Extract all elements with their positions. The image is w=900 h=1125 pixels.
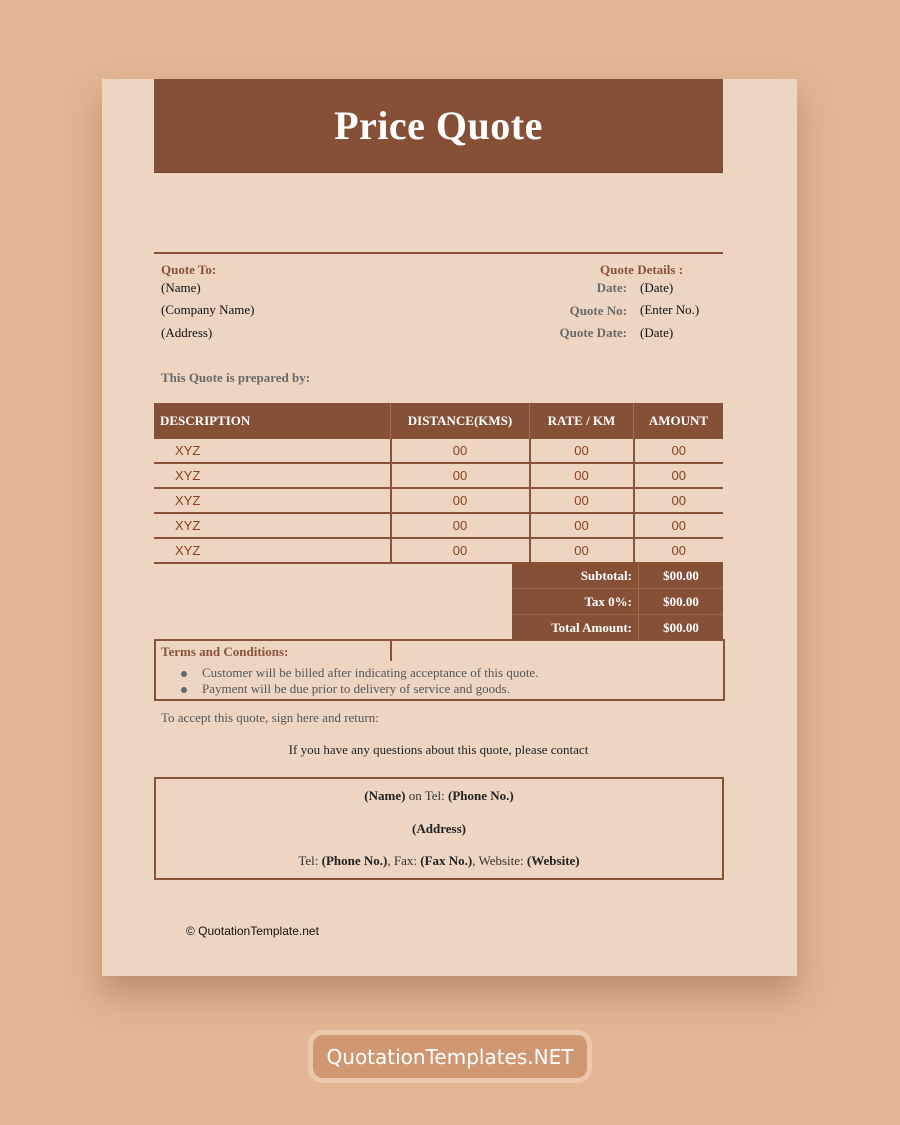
cell-rate: 00 bbox=[530, 513, 634, 538]
accept-instructions: To accept this quote, sign here and return: bbox=[161, 710, 379, 725]
cell-description: XYZ bbox=[154, 538, 391, 563]
contact-name: (Name) bbox=[364, 788, 406, 803]
brand-badge[interactable] bbox=[308, 1030, 592, 1083]
items-table bbox=[154, 403, 723, 564]
table-header-row bbox=[154, 403, 723, 439]
terms-heading: Terms and Conditions: bbox=[161, 644, 289, 659]
cell-distance: 00 bbox=[391, 439, 530, 463]
totals-block bbox=[512, 563, 723, 640]
tax-label: Tax 0%: bbox=[512, 589, 639, 614]
total-label: Total Amount: bbox=[512, 615, 639, 640]
subtotal-value: $00.00 bbox=[663, 568, 699, 583]
table-row bbox=[154, 538, 723, 563]
brand-label: QuotationTemplates.NET bbox=[313, 1035, 587, 1078]
list-item bbox=[181, 665, 538, 681]
contact-line-details bbox=[156, 853, 722, 869]
table-row bbox=[154, 513, 723, 538]
client-name: (Name) bbox=[161, 280, 201, 295]
tax-value: $00.00 bbox=[663, 594, 699, 609]
cell-distance: 00 bbox=[391, 538, 530, 563]
cell-amount: 00 bbox=[634, 513, 724, 538]
cell-description: XYZ bbox=[154, 513, 391, 538]
contact-phone: (Phone No.) bbox=[447, 788, 514, 803]
fax-label: , Fax: bbox=[387, 853, 421, 868]
date-label: Date: bbox=[596, 280, 627, 295]
cell-amount: 00 bbox=[634, 463, 724, 488]
cell-amount: 00 bbox=[634, 488, 724, 513]
cell-distance: 00 bbox=[391, 463, 530, 488]
subtotal-row bbox=[512, 563, 723, 588]
term-text: Customer will be billed after indicating acceptance of this quote. bbox=[202, 665, 539, 680]
quote-details-heading: Quote Details : bbox=[600, 262, 684, 277]
client-address: (Address) bbox=[161, 325, 213, 340]
col-distance: DISTANCE(KMS) bbox=[391, 403, 530, 439]
copyright-note: © QuotationTemplate.net bbox=[186, 924, 319, 938]
client-company: (Company Name) bbox=[161, 302, 255, 317]
subtotal-label: Subtotal: bbox=[512, 563, 639, 588]
contact-tel: (Phone No.) bbox=[321, 853, 388, 868]
bullet-icon bbox=[181, 687, 187, 693]
divider bbox=[154, 252, 723, 254]
terms-list bbox=[181, 665, 538, 697]
cell-rate: 00 bbox=[530, 463, 634, 488]
contact-website: (Website) bbox=[526, 853, 580, 868]
col-amount: AMOUNT bbox=[634, 403, 724, 439]
terms-heading-cell bbox=[154, 639, 392, 661]
prepared-by: This Quote is prepared by: bbox=[161, 370, 311, 385]
quote-date-value: (Date) bbox=[640, 325, 674, 340]
page-title: Price Quote bbox=[334, 103, 543, 148]
cell-description: XYZ bbox=[154, 488, 391, 513]
col-description: DESCRIPTION bbox=[154, 403, 391, 439]
contact-address: (Address) bbox=[412, 821, 466, 836]
bullet-icon bbox=[181, 671, 187, 677]
quote-no-label: Quote No: bbox=[569, 303, 627, 318]
contact-fax: (Fax No.) bbox=[420, 853, 473, 868]
quote-date-label: Quote Date: bbox=[559, 325, 627, 340]
contact-box bbox=[154, 777, 724, 880]
cell-description: XYZ bbox=[154, 439, 391, 463]
table-row bbox=[154, 488, 723, 513]
col-rate: RATE / KM bbox=[530, 403, 634, 439]
cell-distance: 00 bbox=[391, 488, 530, 513]
cell-description: XYZ bbox=[154, 463, 391, 488]
tax-row bbox=[512, 588, 723, 614]
on-tel-text: on Tel: bbox=[405, 788, 448, 803]
tel-label: Tel: bbox=[298, 853, 322, 868]
total-row bbox=[512, 614, 723, 640]
cell-rate: 00 bbox=[530, 488, 634, 513]
table-row bbox=[154, 439, 723, 463]
contact-line-address bbox=[156, 821, 722, 837]
list-item bbox=[181, 681, 538, 697]
contact-line-name bbox=[156, 788, 722, 804]
quote-no-value: (Enter No.) bbox=[640, 302, 700, 317]
cell-amount: 00 bbox=[634, 439, 724, 463]
cell-distance: 00 bbox=[391, 513, 530, 538]
cell-rate: 00 bbox=[530, 538, 634, 563]
title-banner bbox=[154, 79, 723, 173]
date-value: (Date) bbox=[640, 280, 674, 295]
cell-rate: 00 bbox=[530, 439, 634, 463]
total-value: $00.00 bbox=[663, 620, 699, 635]
table-row bbox=[154, 463, 723, 488]
quote-to-heading: Quote To: bbox=[161, 262, 217, 277]
quote-document bbox=[102, 79, 797, 976]
website-label: , Website: bbox=[472, 853, 527, 868]
term-text: Payment will be due prior to delivery of service and goods. bbox=[202, 681, 510, 696]
cell-amount: 00 bbox=[634, 538, 724, 563]
questions-text: If you have any questions about this quote, please contact bbox=[288, 742, 589, 757]
